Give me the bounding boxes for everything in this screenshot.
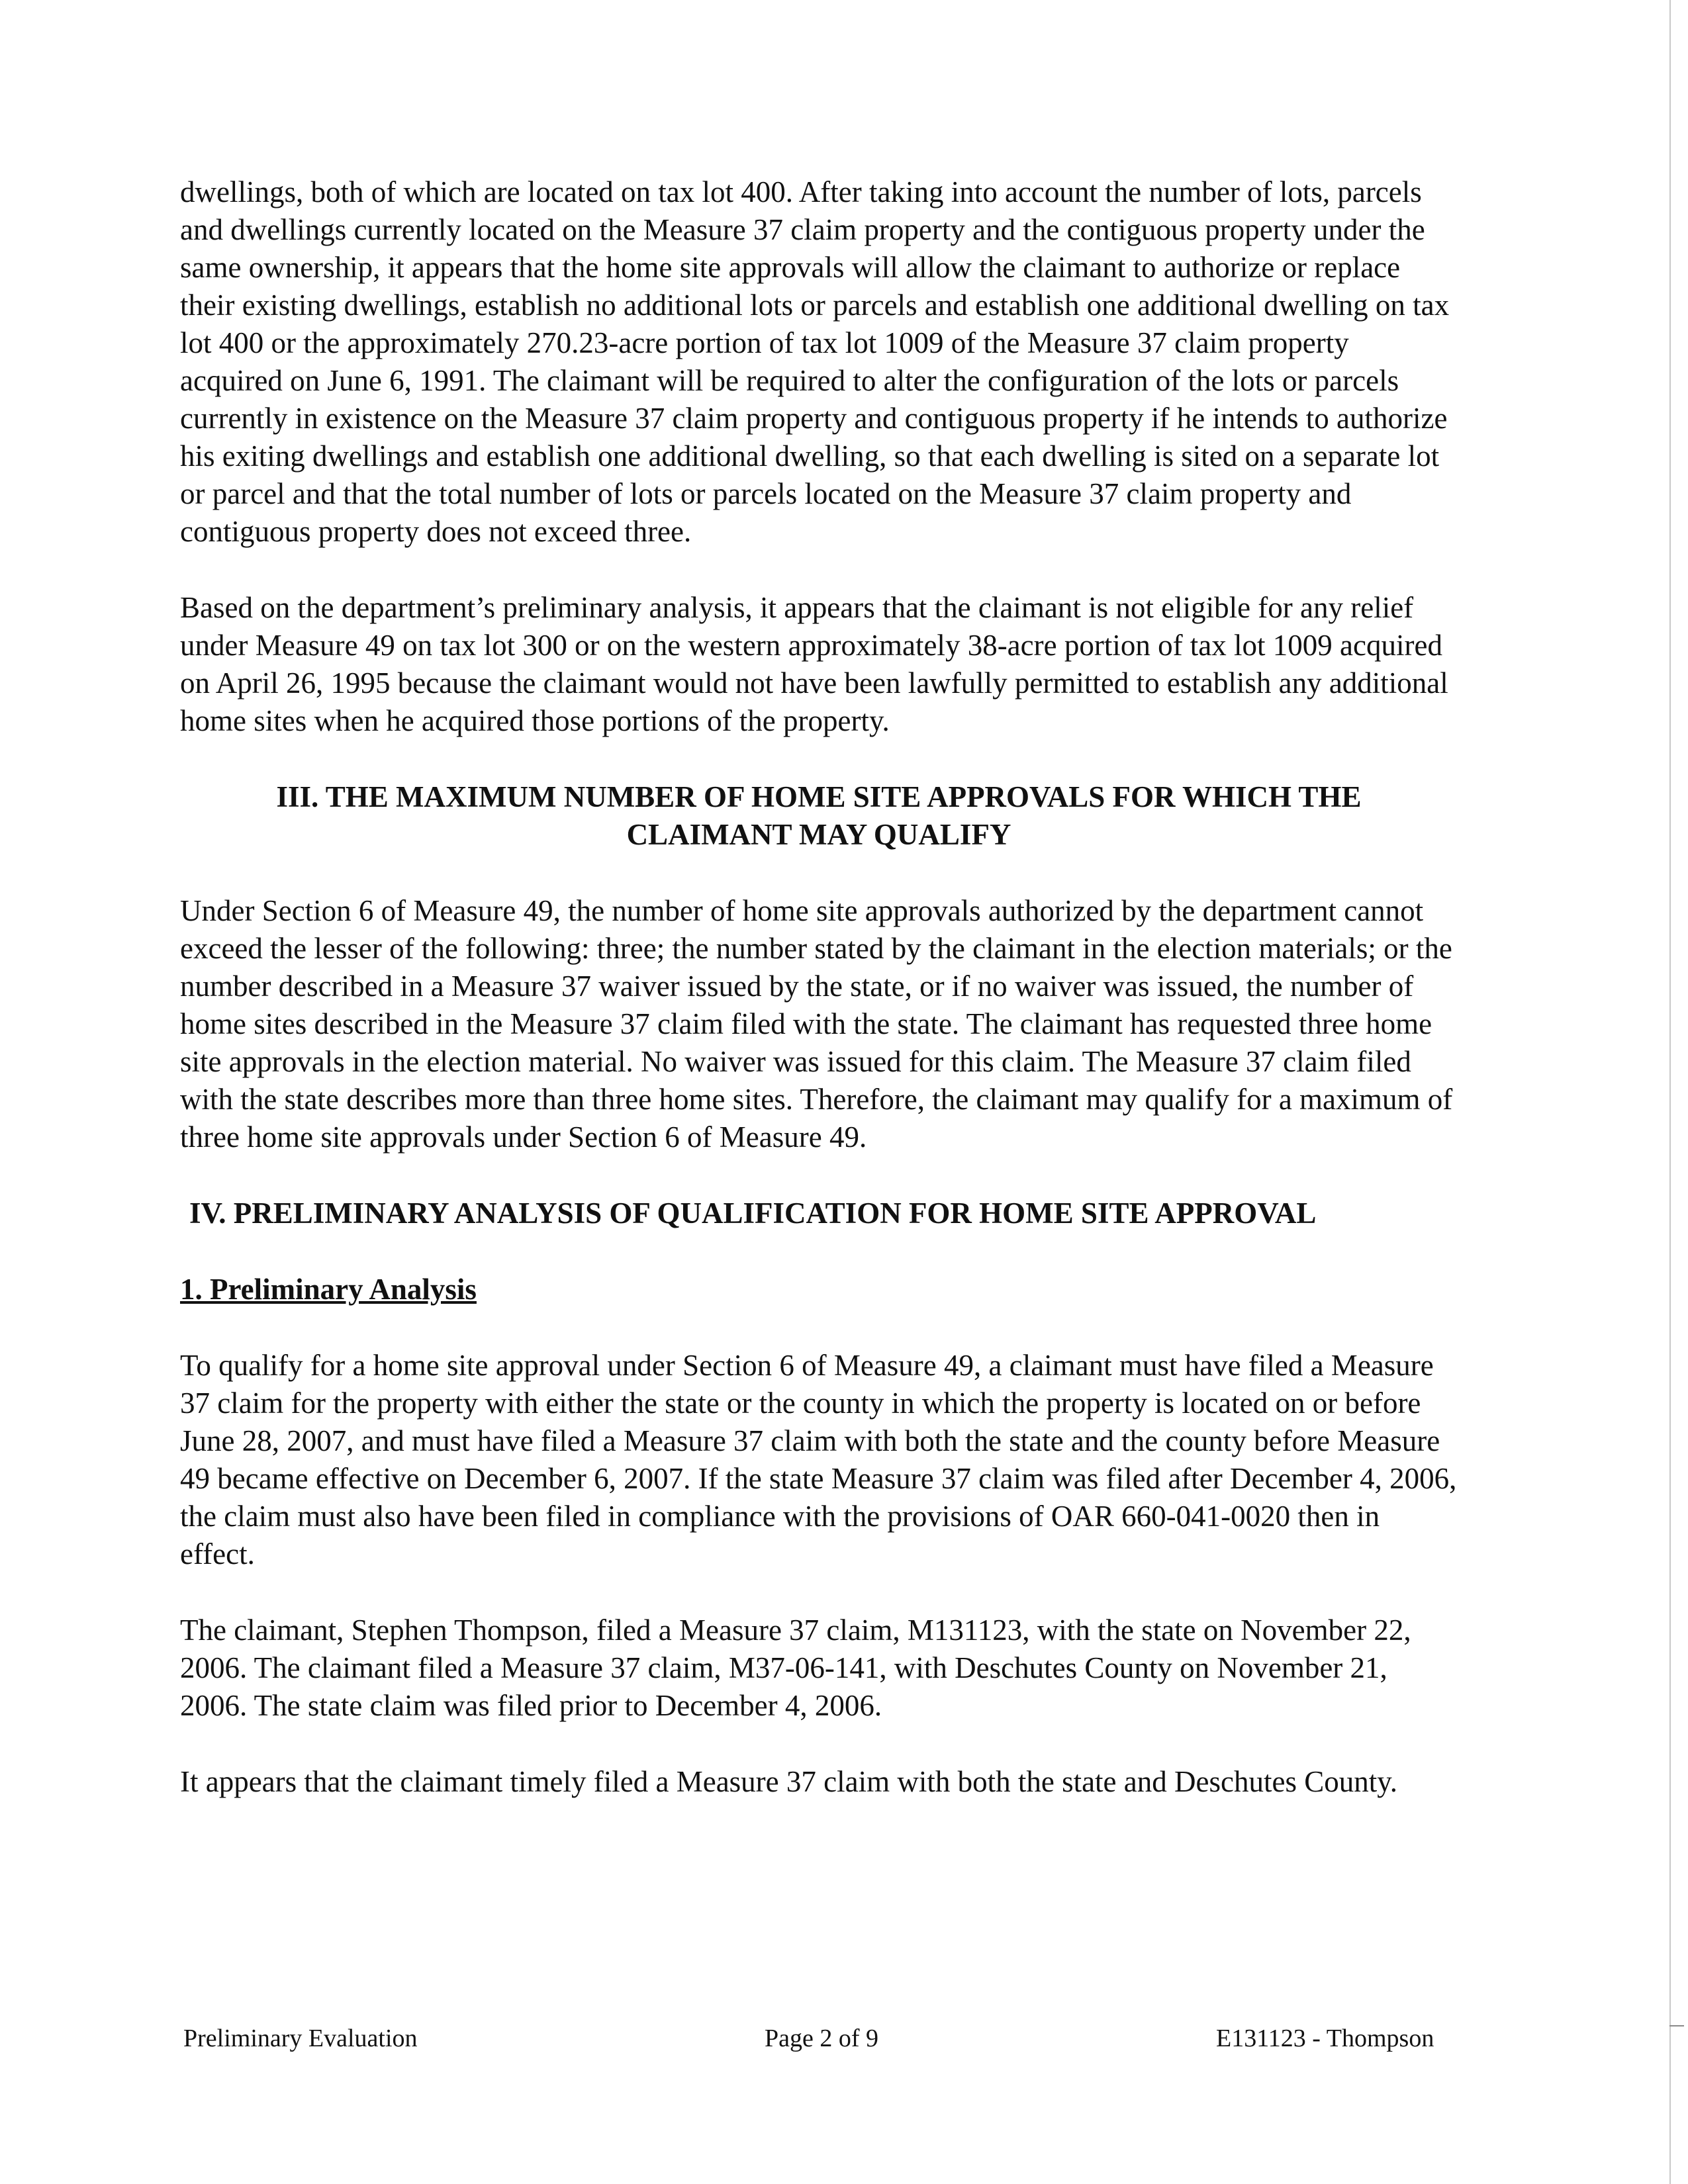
section-heading-iii: III. THE MAXIMUM NUMBER OF HOME SITE APPROVALS FOR WHICH THE CLAIMANT MAY QUALIFY <box>276 780 1362 851</box>
paragraph-qualification: To qualify for a home site approval under Section 6 of Measure 49, a claimant must have filed a Measure 37 claim for the property with either the state or the county in which the property is located on or before June 28, 2007, and must have filed a Measure 37 claim with both the state and the county before Measure 49 became effective on December 6, 2007. If the state Measure 37 claim was filed after December 4, 2006, the claim must also have been filed in compliance with the provisions of OAR 660-041-0020 then in effect. <box>180 1349 1457 1570</box>
subheading-preliminary-analysis: 1. Preliminary Analysis <box>180 1273 477 1306</box>
page-footer <box>0 2024 1688 2057</box>
paragraph-dwellings: dwellings, both of which are located on tax lot 400. After taking into account the number of lots, parcels and dwellings currently located on the Measure 37 claim property and the contiguous property under the same ownership, it appears that the home site approvals will allow the claimant to authorize or replace their existing dwellings, establish no additional lots or parcels and establish one additional dwelling on tax lot 400 or the approximately 270.23-acre portion of tax lot 1009 of the Measure 37 claim property acquired on June 6, 1991. The claimant will be required to alter the configuration of the lots or parcels currently in existence on the Measure 37 claim property and contiguous property if he intends to authorize his exiting dwellings and establish one additional dwelling, so that each dwelling is sited on a separate lot or parcel and that the total number of lots or parcels located on the Measure 37 claim property and contiguous property does not exceed three. <box>180 175 1450 548</box>
section-heading-iv: IV. PRELIMINARY ANALYSIS OF QUALIFICATION FOR HOME SITE APPROVAL <box>189 1197 1317 1230</box>
scan-edge-line <box>1669 0 1671 2184</box>
paragraph-timely-filed: It appears that the claimant timely filed a Measure 37 claim with both the state and Deschutes County. <box>180 1765 1398 1798</box>
footer-page-number: Page 2 of 9 <box>765 2025 879 2052</box>
paragraph-claim-filing: The claimant, Stephen Thompson, filed a Measure 37 claim, M131123, with the state on November 22, 2006. The claimant filed a Measure 37 claim, M37-06-141, with Deschutes County on November 21, 2006. The state claim was filed prior to December 4, 2006. <box>180 1614 1411 1722</box>
paragraph-preliminary-analysis: Based on the department’s preliminary analysis, it appears that the claimant is not eligible for any relief under Measure 49 on tax lot 300 or on the western approximately 38-acre portion of tax lot 1009 acquired on April 26, 1995 because the claimant would not have been lawfully permitted to establish any additional home sites when he acquired those portions of the property. <box>180 591 1448 737</box>
paragraph-maximum-approvals: Under Section 6 of Measure 49, the number of home site approvals authorized by the department cannot exceed the lesser of the following: three; the number stated by the claimant in the election materials; or the number described in a Measure 37 waiver issued by the state, or if no waiver was issued, the number of home sites described in the Measure 37 claim filed with the state. The claimant has requested three home site approvals in the election material. No waiver was issued for this claim. The Measure 37 claim filed with the state describes more than three home sites. Therefore, the claimant may qualify for a maximum of three home site approvals under Section 6 of Measure 49. <box>180 894 1453 1154</box>
footer-claim-id: E131123 - Thompson <box>1216 2025 1434 2052</box>
footer-document-type: Preliminary Evaluation <box>183 2025 418 2052</box>
document-body <box>180 173 1458 1839</box>
